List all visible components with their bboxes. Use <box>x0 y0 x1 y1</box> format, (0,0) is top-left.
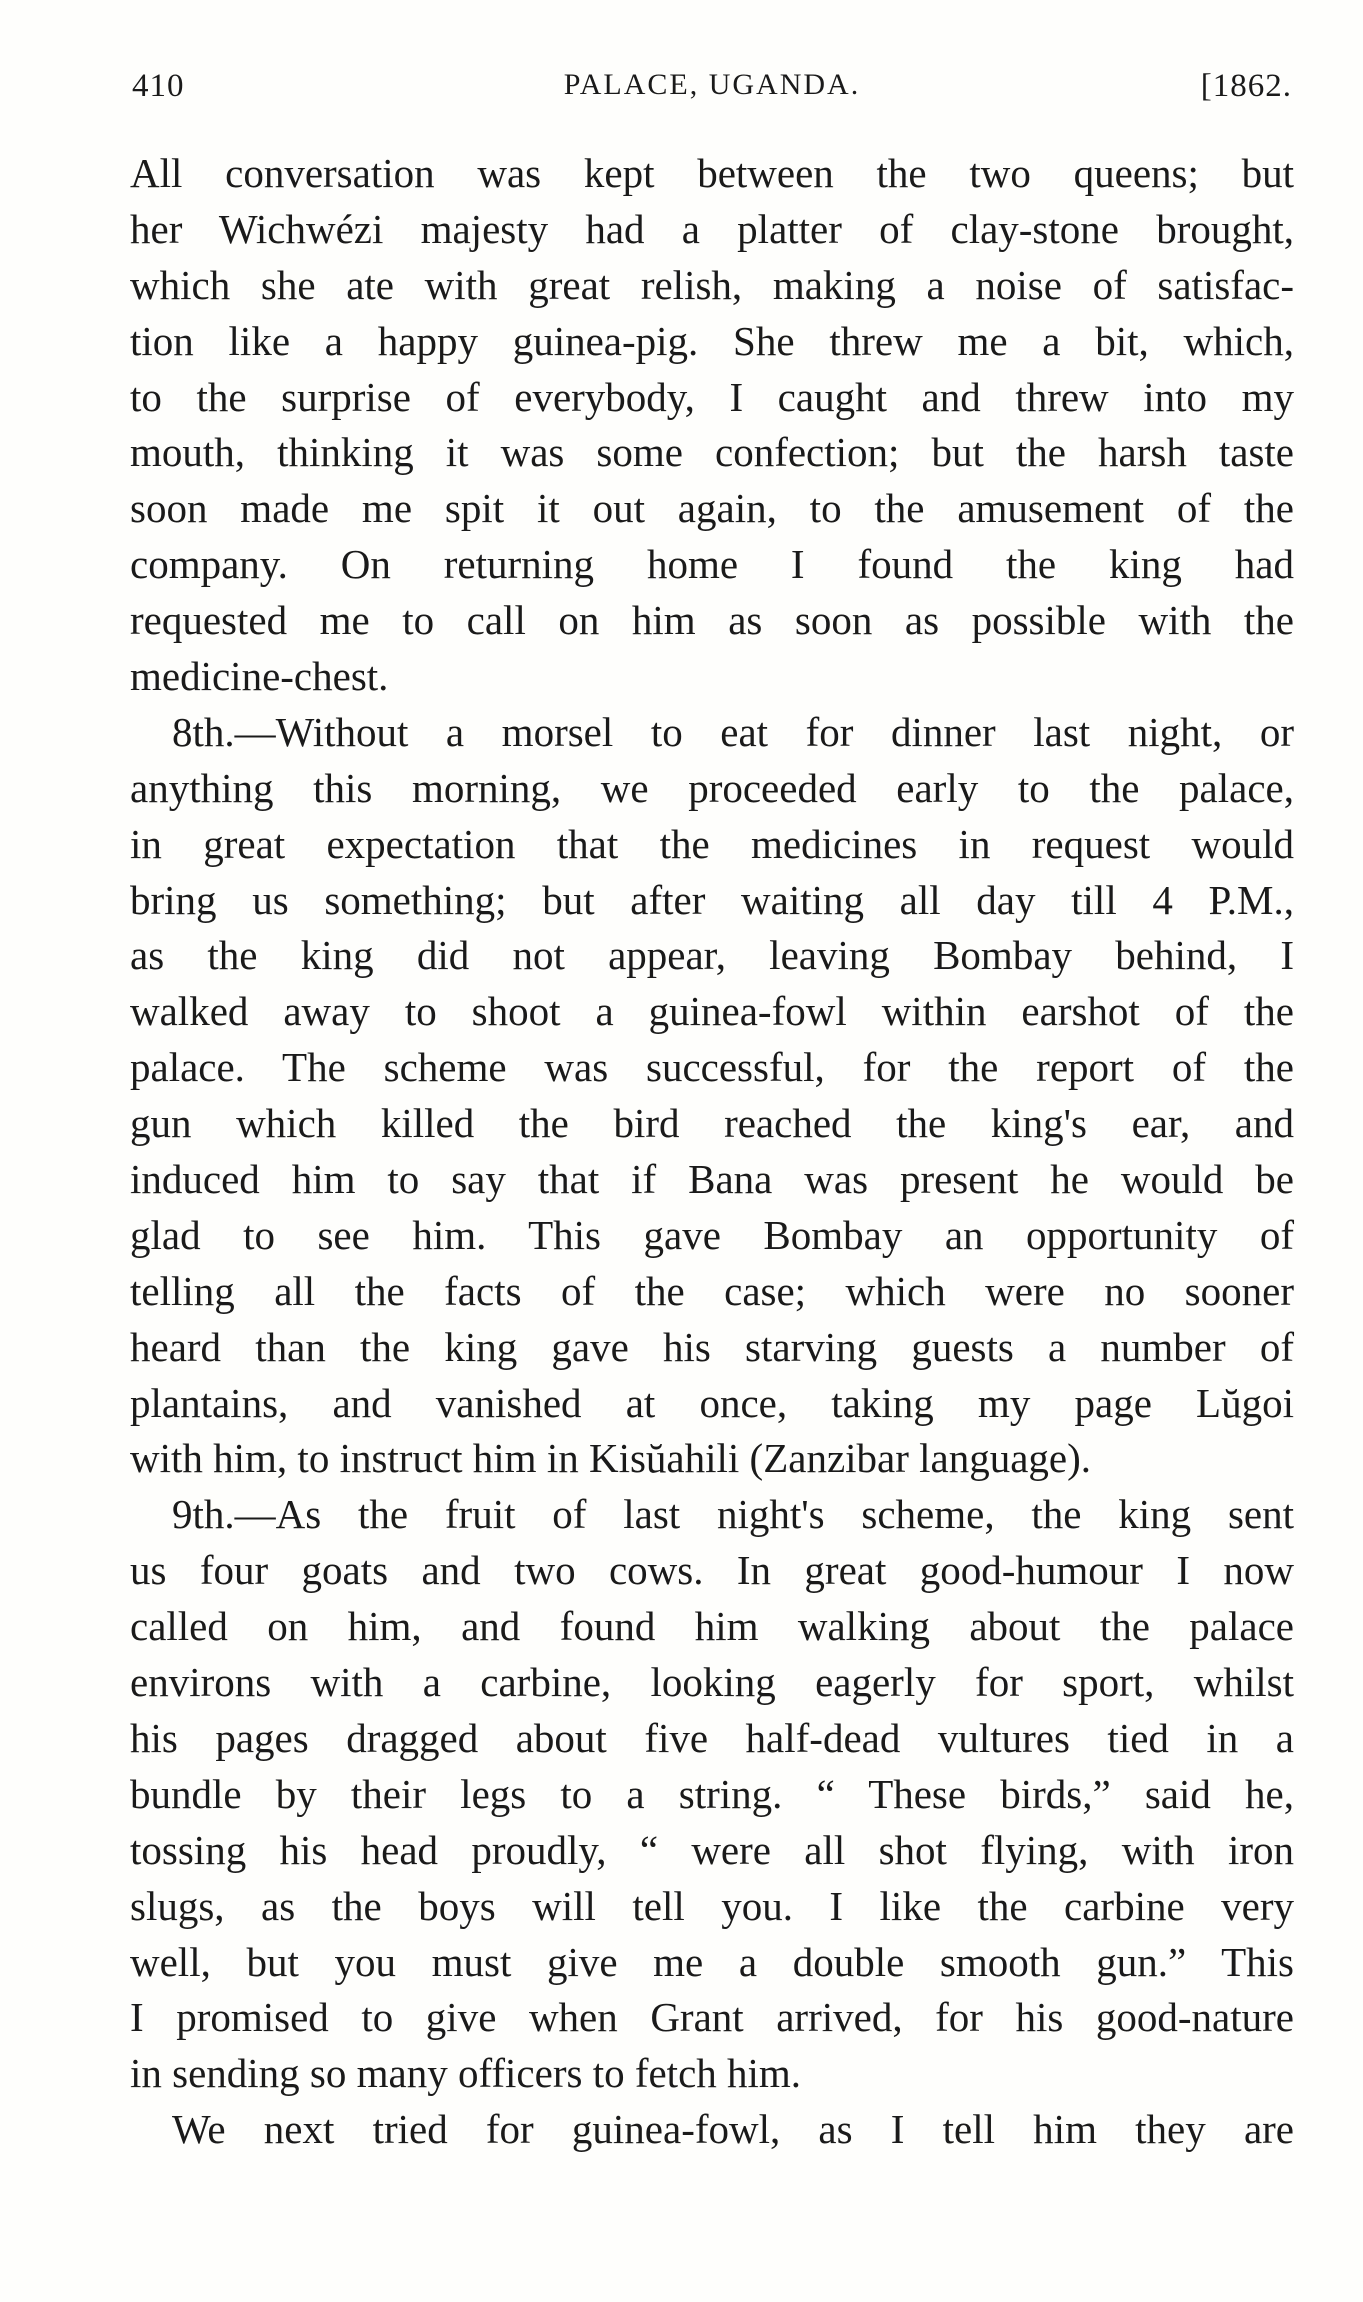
text-line: environs with a carbine, looking eagerly for sport, whilst <box>130 1659 1294 1706</box>
text-line: bundle by their legs to a string. “ These birds,” said he, <box>130 1770 1294 1817</box>
text-line: to the surprise of everybody, I caught and threw into my <box>130 373 1294 420</box>
text-line: tion like a happy guinea-pig. She threw me a bit, which, <box>130 317 1294 364</box>
text-line: gun which killed the bird reached the king's ear, and <box>130 1100 1294 1147</box>
running-title: PALACE, UGANDA. <box>563 68 861 101</box>
text-line: induced him to say that if Bana was present he would be <box>130 1156 1294 1203</box>
text-line: medicine-chest. <box>130 653 389 700</box>
page-number: 410 <box>132 68 185 104</box>
text-line-entry-8th: 8th.—Without a morsel to eat for dinner last night, or <box>172 708 1294 755</box>
text-line: We next tried for guinea-fowl, as I tell him they are <box>172 2106 1294 2153</box>
body-text <box>130 146 1294 2158</box>
running-head <box>132 60 1292 120</box>
text-line: with him, to instruct him in Kisŭahili (Zanzibar language). <box>130 1435 1092 1482</box>
text-line: plantains, and vanished at once, taking my page Lŭgoi <box>130 1379 1294 1426</box>
text-line: company. On returning home I found the king had <box>130 541 1294 588</box>
text-line: telling all the facts of the case; which were no sooner <box>130 1267 1294 1314</box>
text-line: as the king did not appear, leaving Bombay behind, I <box>130 932 1294 979</box>
text-line: palace. The scheme was successful, for the report of the <box>130 1044 1294 1091</box>
text-line: requested me to call on him as soon as possible with the <box>130 597 1294 644</box>
text-line: us four goats and two cows. In great good-humour I now <box>130 1547 1294 1594</box>
text-line: slugs, as the boys will tell you. I like the carbine very <box>130 1882 1294 1929</box>
text-line: bring us something; but after waiting all day till 4 P.M., <box>130 876 1294 923</box>
text-line: mouth, thinking it was some confection; but the harsh taste <box>130 429 1294 476</box>
text-line: tossing his head proudly, “ were all shot flying, with iron <box>130 1826 1294 1873</box>
text-line: his pages dragged about five half-dead vultures tied in a <box>130 1714 1294 1761</box>
text-line: All conversation was kept between the two queens; but <box>130 150 1294 196</box>
text-line: I promised to give when Grant arrived, for his good-nature <box>130 1994 1294 2041</box>
text-line-entry-9th: 9th.—As the fruit of last night's scheme, the king sent <box>172 1491 1294 1538</box>
text-line: which she ate with great relish, making a noise of satisfac- <box>130 261 1294 308</box>
text-line: heard than the king gave his starving guests a number of <box>130 1323 1294 1370</box>
text-line: walked away to shoot a guinea-fowl within earshot of the <box>130 988 1294 1035</box>
text-line: anything this morning, we proceeded early to the palace, <box>130 764 1294 811</box>
text-line: well, but you must give me a double smooth gun.” This <box>130 1938 1294 1985</box>
text-line: in great expectation that the medicines in request would <box>130 820 1294 867</box>
text-line: called on him, and found him walking about the palace <box>130 1603 1294 1650</box>
text-line: soon made me spit it out again, to the amusement of the <box>130 485 1294 532</box>
text-line: her Wichwézi majesty had a platter of clay-stone brought, <box>130 205 1294 252</box>
text-line: in sending so many officers to fetch him. <box>130 2050 802 2097</box>
text-line: glad to see him. This gave Bombay an opportunity of <box>130 1211 1294 1258</box>
running-year: [1862. <box>1200 68 1292 104</box>
